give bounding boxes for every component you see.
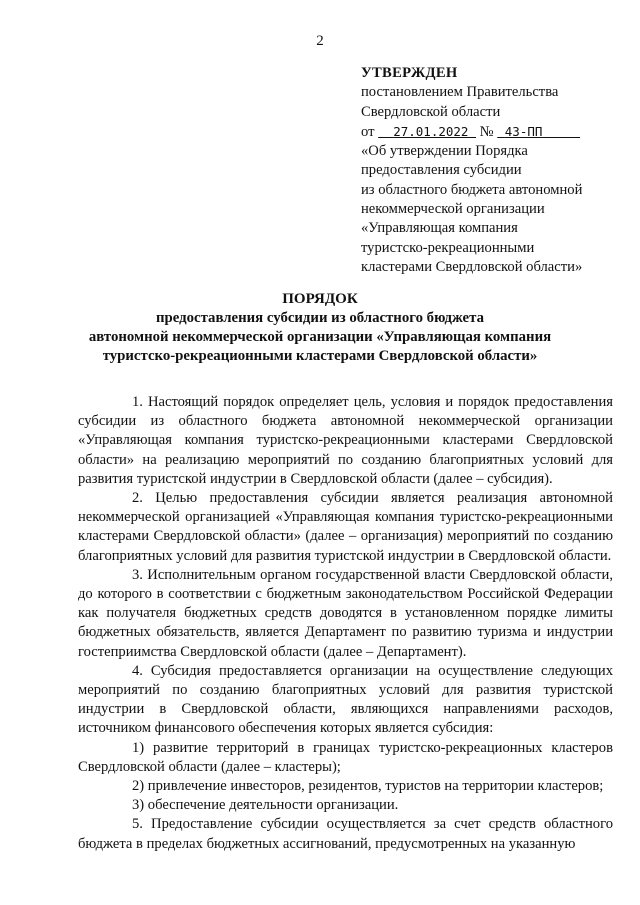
list-item: 2) привлечение инвесторов, резидентов, туристов на территории кластеров; (132, 778, 604, 795)
approval-subject-line: туристско-рекреационными (361, 239, 535, 256)
approval-date-line (361, 122, 631, 142)
approval-subject-line: предоставления субсидии (361, 162, 522, 179)
paragraph: 1. Настоящий порядок определяет цель, условия и порядок предоставления субсидии из областного бюджета автономной некоммерческой организации «Управляющая компания туристско-рекреационными кластерами Свердловской области» на реализацию мероприятий по созданию благоприятных условий для развития туристской индустрии в Свердловской области (далее – субсидия). (78, 394, 613, 487)
paragraph: 3. Исполнительным органом государственной власти Свердловской области, до которого в соответствии с бюджетным законодательством Российской Федерации как получателя бюджетных средств доводятся в установленном порядке лимиты бюджетных обязательств, является Департамент по развитию туризма и индустрии гостеприимства Свердловской области (далее – Департамент). (78, 566, 613, 660)
list-item: 3) обеспечение деятельности организации. (132, 797, 399, 814)
paragraph: 2. Целью предоставления субсидии является реализация автономной некоммерческой организацией «Управляющая компания туристско-рекреационными кластерами Свердловской области» (далее – организация) мероприятий по созданию благоприятных условий для развития туристской индустрии в Свердловской области. (78, 490, 613, 564)
paragraph: 5. Предоставление субсидии осуществляется за счет средств областного бюджета в пределах бюджетных ассигнований, предусмотренных на указанную (78, 816, 613, 852)
title-main: ПОРЯДОК (282, 291, 358, 307)
number-label: № (479, 123, 494, 140)
approval-subject-line: из областного бюджета автономной (361, 181, 583, 198)
approval-block (361, 64, 631, 277)
title-sub-line: туристско-рекреационными кластерами Свердловской области» (102, 348, 538, 364)
approval-subject-line: некоммерческой организации (361, 201, 545, 218)
approval-date: 27.01.2022 (393, 123, 469, 139)
list-item: 1) развитие территорий в границах туристско-рекреационных кластеров Свердловской области (далее – кластеры); (78, 739, 613, 775)
approval-line: Свердловской области (361, 103, 501, 120)
approval-line: постановлением Правительства (361, 84, 559, 101)
approval-number: 43-ПП (504, 123, 543, 139)
from-label: от (361, 123, 375, 140)
paragraph: 4. Субсидия предоставляется организации на осуществление следующих мероприятий по созданию благоприятных условий для развития туристской индустрии в Свердловской области, являющихся направлениями расходов, источником финансового обеспечения которых является субсидия: (78, 662, 613, 737)
approval-subject-line: «Об утверждении Порядка (361, 143, 528, 160)
document-title (0, 290, 640, 366)
approval-subject-line: кластерами Свердловской области» (361, 258, 583, 275)
title-sub-line: автономной некоммерческой организации «Управляющая компания (88, 329, 552, 345)
approval-subject-line: «Управляющая компания (361, 220, 518, 237)
document-body (78, 393, 613, 854)
title-sub-line: предоставления субсидии из областного бюджета (156, 310, 484, 326)
page-number: 2 (316, 33, 324, 49)
approval-title: УТВЕРЖДЕН (361, 65, 458, 81)
